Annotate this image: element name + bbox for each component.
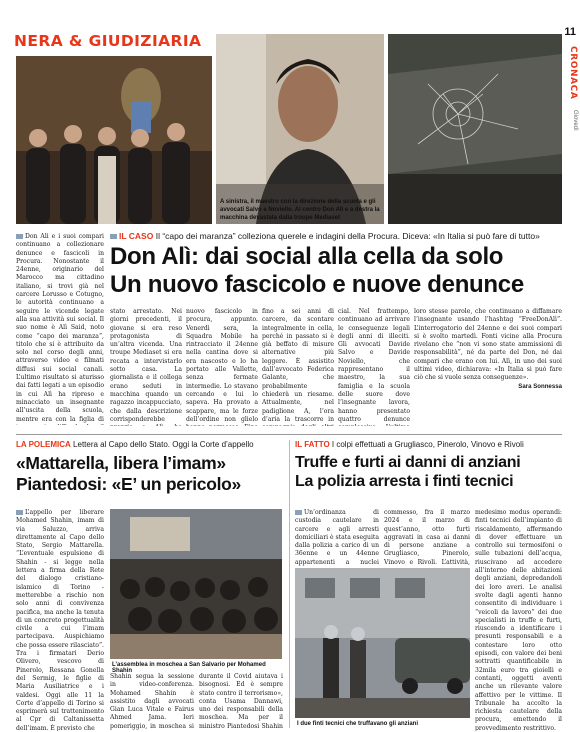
right-story-start-square-icon (295, 510, 302, 515)
top-story-column-4: fino a sei anni di carcere, da scontare integralmente in cella, perché in passato si è già beffato di misure alternative più leggere. È assistito dall’avvocato Federica Galante, che probabilmente chiederà un riesame. Attualmente, nel padiglione A, l’ora d’aria la trascorre in (262, 308, 334, 423)
top-story-column-3: nuovo fascicolo in procura, appunto. Venerdì sera, la Squadra Mobile ha rintracciato il 24enne nella cantina dove si era nascosto e lo ha portato alle Vallette, senza fermate intermedie. Lo stavano cercando e lui lo sapeva. Ha provato a scappare, ma le forze dell’ordine non glielo (186, 308, 258, 423)
photo-damaged-car-art (388, 34, 562, 224)
right-story-column-1 (295, 509, 379, 567)
left-story-column-3 (199, 673, 283, 731)
left-story-start-square-icon (16, 510, 23, 515)
top-story-column-1-text: Don Alì e i suoi compari continuano a collezionare denunce e fascicoli in Procura. Nonostante il 24enne, originario del Marocco ma cittadino italiano, si trovi già nel carcere Lorusso e Cotugno, le autorità continuano a seguire le vicende legate alla sua attività sui social. Il suo nome è Alì Said, noto come “capo dei maranza”, titolo che si è attribuito da solo nel corso degli anni, attraverso video e filmati diffusi sui social canali. L’ultimo risultato si aturisso dai fatti legati a un episodio in cui Alì ha ripreso e minacciato un insegnante all’uscita della scuola, mentre era con la figlia di (16, 233, 104, 423)
top-story-column-1 (16, 233, 104, 425)
top-story-column-5: cial. Nel frattempo, continuano ad arrivare le conseguenze legali degli anni di illeciti. Gli avvocati Davide Salvo e Davide Noviello, che rappresentano il maestro, la sua famiglia e la scuola delle suore dove l’insegnante lavora, hanno presentato quattro denunce (338, 308, 410, 423)
side-section-label: CRONACA (568, 46, 578, 100)
left-story-column-2: Shahin segua la sessione in video-conferenza. Mohamed Shahin è assistito dagli avvocati Gian Luca Vitale e Fairus Ahmed Jama. Ieri pomeriggio, in moschea si (110, 673, 194, 730)
photo-fake-technicians-art (295, 568, 470, 718)
top-story-column-2: stato arrestato. Nei giorni precedenti, il giovane si era reso protagonista di un’altra vicenda. Una troupe Mediaset si era recata a intervistarlo sotto casa. La giornalista e il collega erano seduti in macchina quando un ragazzo incappucciato, che dalla descrizione corrisponderebbe (110, 308, 182, 423)
article-start-square-icon (16, 234, 23, 239)
top-story-headline-line-1: Don Alì: dai social alla cella da solo (110, 243, 504, 270)
right-story-kicker-text: I colpi effettuati a Grugliasco, Pinerolo, Vinovo e Rivoli (331, 440, 524, 449)
photo-fake-technicians (295, 568, 470, 718)
top-story-column-6 (414, 308, 562, 426)
top-story-headline (110, 243, 562, 300)
photo-mosque-assembly-art (110, 509, 282, 659)
left-story-column-1-text: L’appello per liberare Mohamed Shahin, imam di via Saluzzo, arriva direttamente al Capo dello Stato, Sergio Mattarella. “L’eventuale espulsione di Shahin - si legge nella lettera a firma della Rete del dialogo cristiano-islamico di Torino - metterebbe a rischio non solo anni di convivenza pacifica, ma anche la tenuta di un concreto progettualità civile a cui l’imam partecipava. Auspichiamo che possa essere rilasciato”. Tra i firmatari Derio Olivero, vescovo di Pinerolo, Ressana Gonella del Sermig, le figlie di Maria Ausiliatrice e i valdesi. Oggi alle 11 la Corte d’appello di Torino si esprimerà sul trattenimento al Cpr di Caltanissetta dell’imam. È previsto che (16, 509, 104, 731)
page-number: 11 (564, 26, 576, 38)
top-story-column-6-text: loro stesse parole, che continuano a diffamare l’insegnante usando l’hashtag “FreeDonAlì”. L’interrogatorio del 24enne e dei suoi compari si è svolto martedì. Fonti vicine alla Procura rivelano che “non vi sono state ammissioni di responsabilità”, né da parte del Don, né dai compari che erano con lui. Alì, in uno dei suoi ultimi video, dichiarava: «In Italia si può fare ciò che si vuole senza conseguenze». (414, 308, 562, 382)
right-story-headline (295, 453, 562, 491)
section-divider (16, 434, 562, 435)
top-story-kicker-text: Il “capo dei maranza” colleziona querele e indagini della Procura. Diceva: «In Italia si può fare di tutto» (155, 231, 540, 241)
photo-school-meeting (16, 56, 212, 224)
left-story-kicker-text: Lettera al Capo dello Stato. Oggi la Corte d’appello (73, 440, 254, 449)
kicker-square-icon (110, 234, 117, 239)
top-story-kicker-tag: IL CASO (119, 231, 154, 241)
top-story-byline: Sara Sonnessa (518, 382, 562, 390)
photo-damaged-car (388, 34, 562, 224)
right-story-headline-line-2: La polizia arresta i finti tecnici (295, 473, 514, 491)
left-story-column-3-text: durante il Covid aiutava i bisognosi. Ed è sempre stato contro il terrorismo», conta Usama Dannawi, uno dei responsabili della moschea. Ma per il ministro Piantedosi Shahin (199, 673, 283, 730)
photo-mosque-assembly (110, 509, 282, 659)
section-header: NERA & GIUDIZIARIA (14, 32, 202, 50)
left-story-kicker-tag: LA POLEMICA (16, 440, 71, 449)
top-story-headline-line-2: Un nuovo fascicolo e nuove denunce (110, 271, 524, 299)
right-story-column-3: medesimo modus operandi: finti tecnici dell’impianto di riscaldamento, affermando di dover effettuare un controllo sui termosifoni o sulle tubazioni dell’acqua, riuscivano ad accedere all’interno delle abitazioni degli anziani, depredandoli dei loro averi. Le analisi svolte dagli agenti hanno consentito di individuare i “veicoli da lavoro” dei due specialisti in truffe e furti, riuscendo a identificare i presunti responsabili e a contestare loro otto episodi, con valore dei beni sottratti quantificabile in 32mila euro tra gioielli e contanti, oggetti aventi anche un rilevante valore affettivo per le vittime. Il Tribunale ha accolto la richiesta cautelare della procura, emettendo il provvedimento restrittivo. (475, 509, 562, 731)
right-story-column-1-text: Un’ordinanza di custodia cautelare in carcere e agli arresti domiciliari è stata eseguita dalla polizia a carico di un 36enne e un 44enne appartenenti a nuclei (295, 509, 379, 566)
left-story-headline-line-1: «Mattarella, libera l’imam» (16, 453, 226, 473)
top-story-kicker (110, 231, 562, 241)
side-date-label: Giovedì (572, 110, 578, 131)
column-divider (289, 440, 290, 728)
right-story-headline-line-1: Truffe e furti ai danni di anziani (295, 454, 521, 471)
right-story-kicker (295, 440, 562, 449)
photo-don-ali (216, 34, 384, 224)
right-story-kicker-tag: IL FATTO (295, 440, 330, 449)
top-photo-caption: A sinistra, il maestro con la direzione della scuola e gli avvocati Salvo e Noviello. Al centro Don Alì e a destra la macchina devastata dalla troupe Mediaset (220, 199, 380, 221)
left-story-headline (16, 453, 288, 495)
left-story-column-1 (16, 509, 104, 731)
left-story-kicker (16, 440, 288, 449)
right-story-column-2: commesso, fra il marzo 2024 e il marzo di quest’anno, otto furti aggravati in casa ai danni di persone anziane a Grugliasco, Pinerolo, Vinovo e Rivoli. L’attività, (384, 509, 470, 566)
technicians-photo-caption: I due finti tecnici che truffavano gli anziani (297, 721, 419, 727)
photo-don-ali-art (216, 34, 384, 224)
left-story-headline-line-2: Piantedosi: «E’ un pericolo» (16, 474, 241, 494)
photo-school-meeting-art (16, 56, 212, 224)
mosque-photo-caption: L’assemblea in moschea a San Salvario per Mohamed Shahin (112, 662, 266, 674)
